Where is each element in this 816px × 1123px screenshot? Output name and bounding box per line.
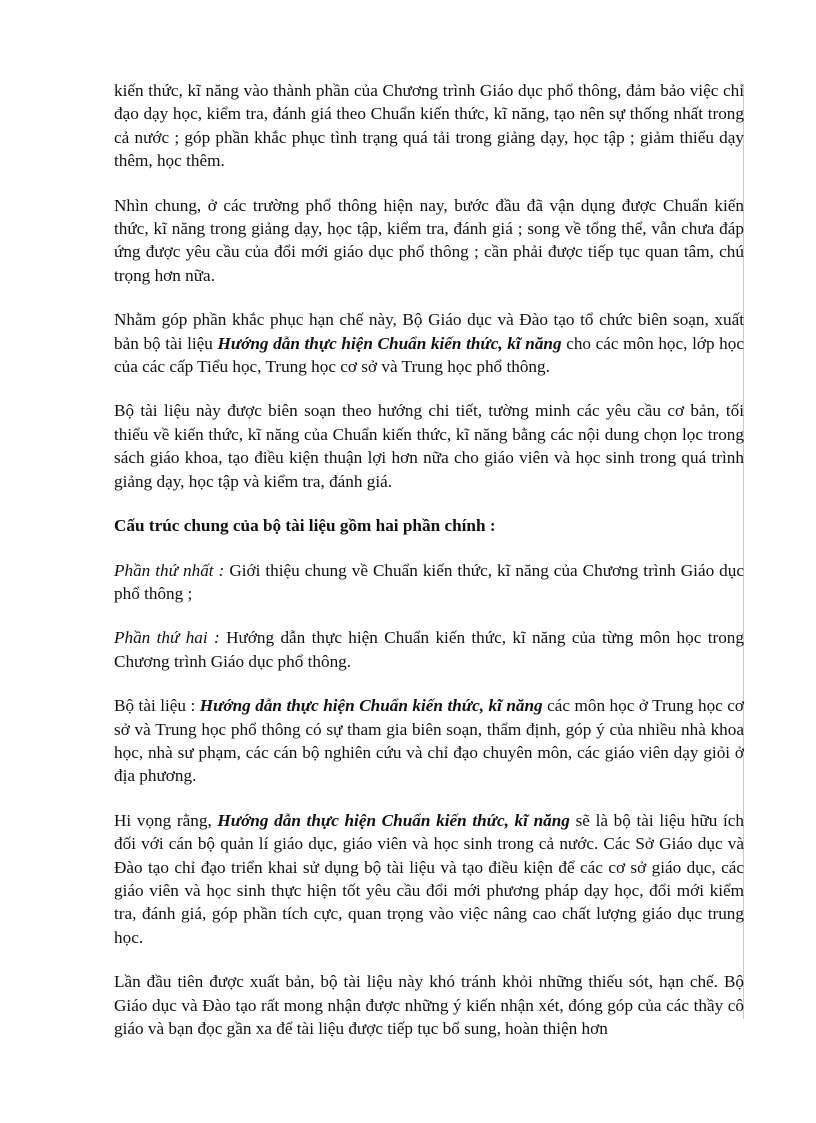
part-1-text: Giới thiệu chung về Chuẩn kiến thức, kĩ năng của Chương trình Giáo dục phổ thông ;: [114, 560, 744, 603]
paragraph-3-text-before: Nhằm góp phần khắc phục hạn chế này, Bộ Giáo dục và Đào tạo tổ chức biên soạn, xuất bản bộ tài liệu: [114, 310, 744, 353]
paragraph-4: Bộ tài liệu này được biên soạn theo hướng chi tiết, tường minh các yêu cầu cơ bản, tối thiểu về kiến thức, kĩ năng của Chuẩn kiến thức, kĩ năng bằng các nội dung chọn lọc trong sách giáo khoa, tạo điều kiện thuận lợi hơn nữa cho giáo viên và học sinh trong quá trình giảng dạy, học tập và kiểm tra, đánh giá.: [114, 401, 744, 491]
paragraph-7: Lần đầu tiên được xuất bản, bộ tài liệu này khó tránh khỏi những thiếu sót, hạn chế. Bộ Giáo dục và Đào tạo rất mong nhận được những ý kiến nhận xét, đóng góp của các thầy cô giáo và bạn đọc gần xa để tài liệu được tiếp tục bổ sung, hoàn thiện hơn: [114, 972, 744, 1038]
part-1-item: [114, 559, 744, 606]
paragraph-3-text-after: cho các môn học, lớp học của các cấp Tiểu học, Trung học cơ sở và Trung học phổ thông.: [114, 333, 744, 377]
document-body: [114, 79, 744, 1061]
book-title-emphasis: Hướng dẫn thực hiện Chuẩn kiến thức, kĩ năng: [217, 333, 562, 353]
book-title-emphasis: Hướng dẫn thực hiện Chuẩn kiến thức, kĩ năng: [217, 810, 570, 830]
paragraph-2: Nhìn chung, ở các trường phổ thông hiện nay, bước đầu đã vận dụng được Chuẩn kiến thức, kĩ năng trong giảng dạy, học tập, kiểm tra, đánh giá ; song về tổng thể, vẫn chưa đáp ứng được yêu cầu của đổi mới giáo dục phổ thông ; cần phải được tiếp tục quan tâm, chú trọng hơn nữa.: [114, 195, 744, 285]
paragraph-6: [114, 809, 744, 949]
paragraph-6-text-before: Hi vọng rằng,: [114, 810, 218, 830]
paragraph-6-text-after: sẽ là bộ tài liệu hữu ích đối với cán bộ quản lí giáo dục, giáo viên và học sinh trong cả nước. Các Sở Giáo dục và Đào tạo chỉ đạo triển khai sử dụng bộ tài liệu và tạo điều kiện để các cơ sở giáo dục, các giáo viên và học sinh thực hiện tốt yêu cầu đổi mới phương pháp dạy học, đổi mới kiểm tra, đánh giá, góp phần tích cực, quan trọng vào việc nâng cao chất lượng giáo dục trung học.: [114, 810, 744, 947]
part-2-item: [114, 626, 744, 673]
paragraph-5: [114, 694, 744, 788]
paragraph-1: kiến thức, kĩ năng vào thành phần của Chương trình Giáo dục phổ thông, đảm bảo việc chỉ đạo dạy học, kiểm tra, đánh giá theo Chuẩn kiến thức, kĩ năng, tạo nên sự thống nhất trong cả nước ; góp phần khắc phục tình trạng quá tải trong giảng dạy, học tập ; giảm thiểu dạy thêm, học thêm.: [114, 81, 744, 171]
paragraph-5-text-before: Bộ tài liệu :: [114, 696, 200, 716]
paragraph-3: [114, 308, 744, 378]
book-title-emphasis: Hướng dẫn thực hiện Chuẩn kiến thức, kĩ năng: [199, 696, 543, 716]
part-2-text: Hướng dẫn thực hiện Chuẩn kiến thức, kĩ năng của từng môn học trong Chương trình Giáo dục phổ thông.: [114, 628, 744, 671]
part-1-label: Phần thứ nhất :: [114, 560, 225, 580]
paragraph-5-text-after: các môn học ở Trung học cơ sở và Trung học phổ thông có sự tham gia biên soạn, thẩm định, góp ý của nhiều nhà khoa học, nhà sư phạm, các cán bộ nghiên cứu và chỉ đạo chuyên môn, các giáo viên dạy giỏi ở địa phương.: [114, 696, 744, 786]
part-2-label: Phần thứ hai :: [114, 628, 220, 648]
section-heading: Cấu trúc chung của bộ tài liệu gồm hai phần chính :: [114, 516, 496, 536]
